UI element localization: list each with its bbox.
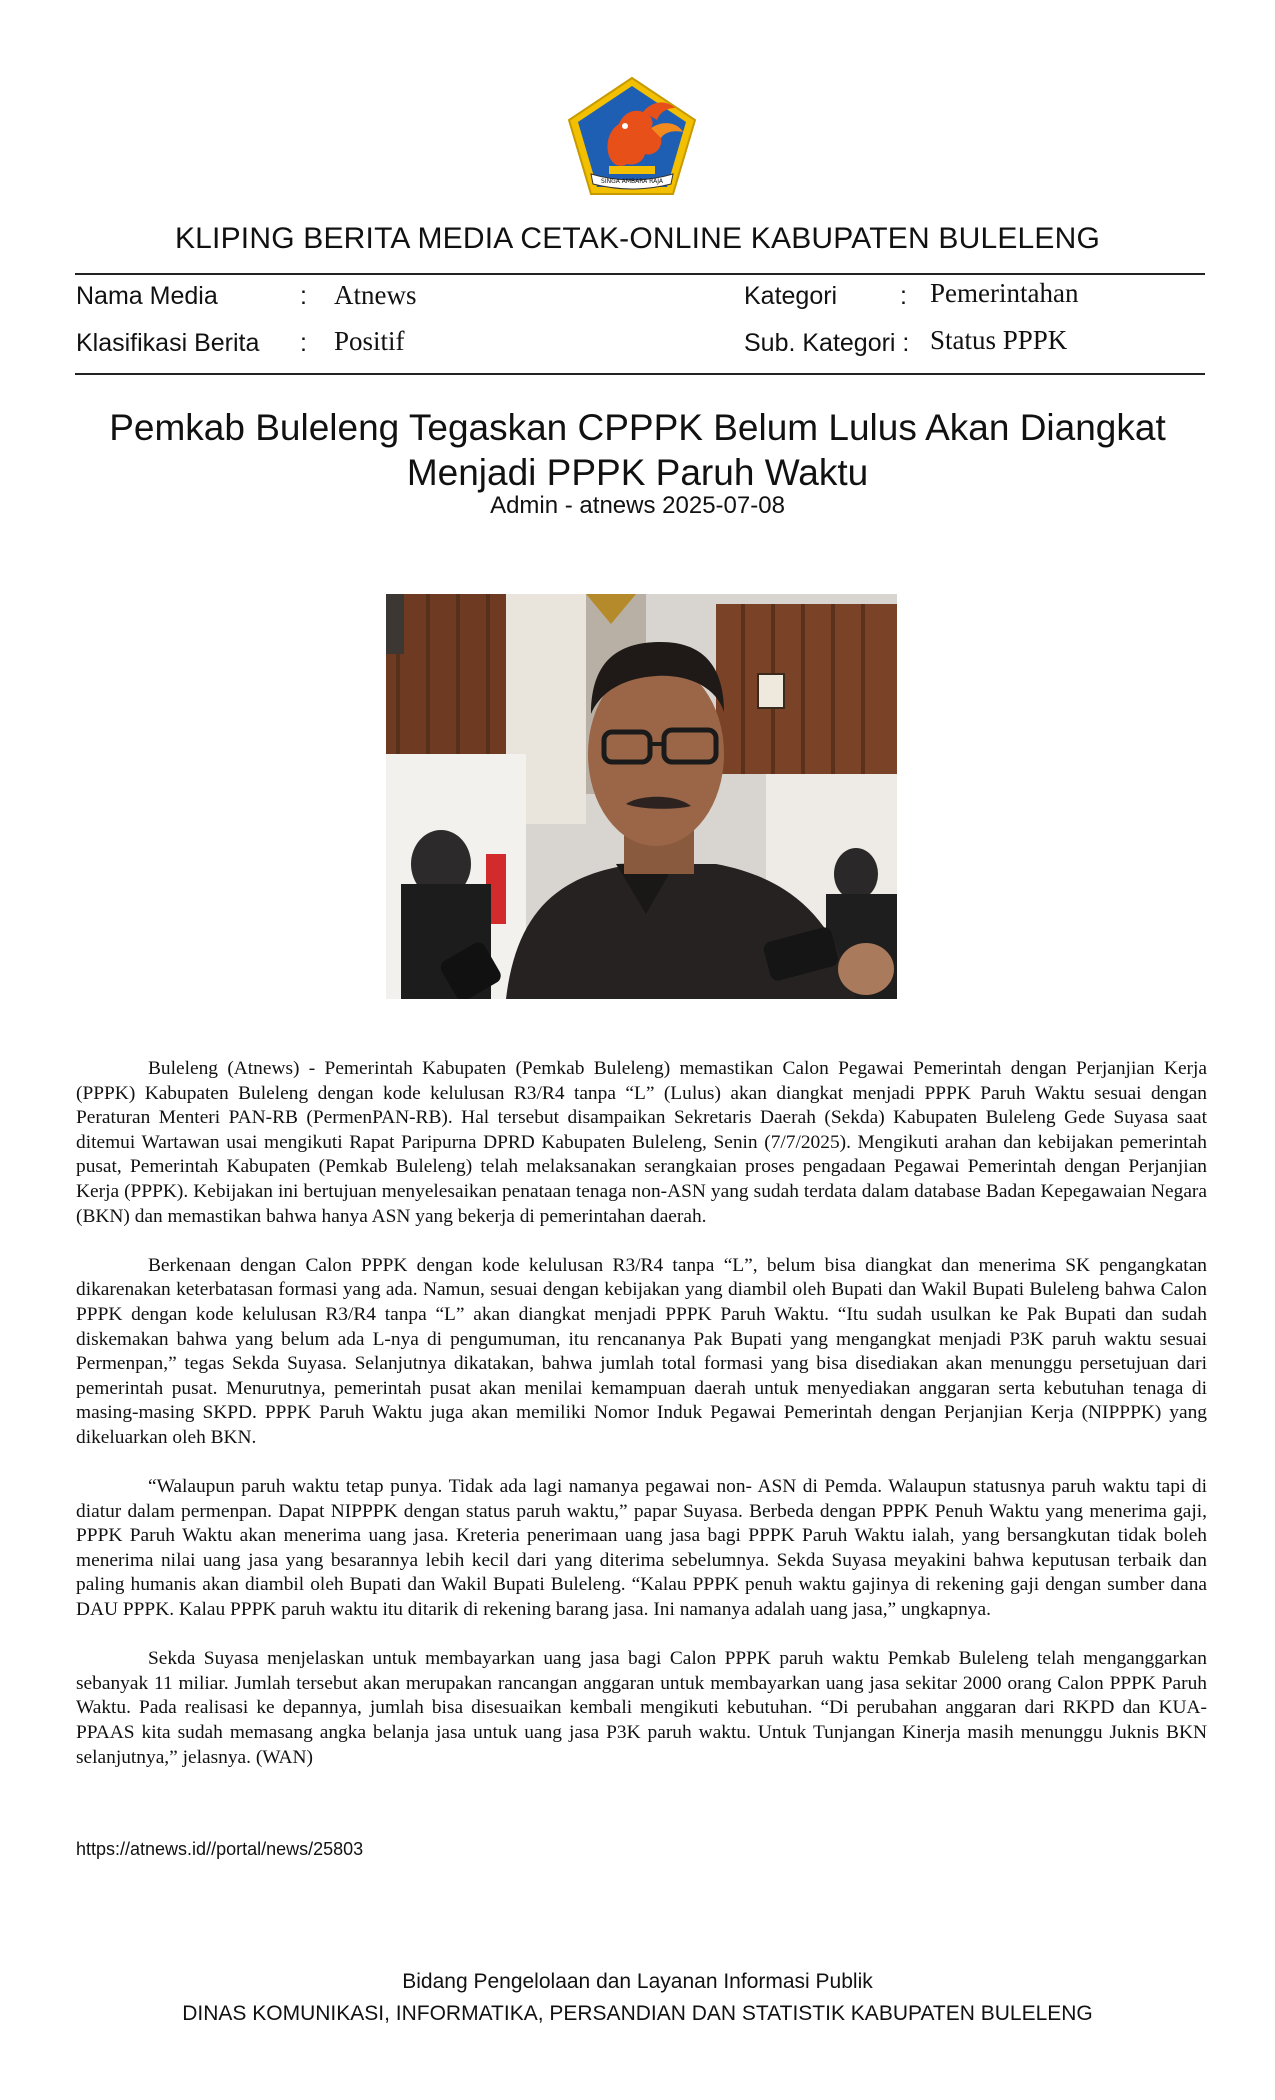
footer-division: Bidang Pengelolaan dan Layanan Informasi Publik [402, 1970, 873, 1993]
nama-media-colon: : [300, 282, 307, 310]
article-byline: Admin - atnews 2025-07-08 [490, 492, 785, 519]
kategori-colon: : [900, 282, 907, 310]
source-url: https://atnews.id//portal/news/25803 [76, 1839, 364, 1859]
masthead-title: KLIPING BERITA MEDIA CETAK-ONLINE KABUPATEN BULELENG [174, 222, 1101, 255]
article-headline: Pemkab Buleleng Tegaskan CPPPK Belum Lulus Akan Diangkat Menjadi PPPK Paruh Waktu [109, 407, 1166, 493]
buleleng-emblem-logo [565, 74, 699, 198]
article-photo [386, 594, 897, 999]
bottom-divider [75, 373, 1205, 375]
klasifikasi-colon: : [300, 329, 307, 357]
article-paragraph: Sekda Suyasa menjelaskan untuk membayarkan uang jasa bagi Calon PPPK paruh waktu Pemkab Buleleng telah menganggarkan sebanyak 11 miliar. Jumlah tersebut akan merupakan rancangan anggaran untuk membayarkan uang jasa sekitar 2000 orang Calon PPPK Paruh Waktu. Pada realisasi ke depannya, jumlah bisa disesuaikan kembali mengikuti kebutuhan. “Di perubahan anggaran dari RKPD dan KUA-PPAAS kita sudah memasang angka belanja jasa untuk uang jasa P3K paruh waktu. Untuk Tunjangan Kinerja masih menunggu Juknis BKN selanjutnya,” jelasnya. (WAN) [76, 1648, 1207, 1768]
article-paragraph: Buleleng (Atnews) - Pemerintah Kabupaten (Pemkab Buleleng) memastikan Calon Pegawai Pemerintah dengan Perjanjian Kerja (PPPK) Kabupaten Buleleng dengan kode kelulusan R3/R4 tanpa “L” (Lulus) akan diangkat menjadi PPPK Paruh Waktu sesuai dengan Peraturan Menteri PAN-RB (PermenPAN-RB). Hal tersebut disampaikan Sekretaris Daerah (Sekda) Kabupaten Buleleng Gede Suyasa saat ditemui Wartawan usai mengikuti Rapat Paripurna DPRD Kabupaten Buleleng, Senin (7/7/2025). Mengikuti arahan dan kebijakan pemerintah pusat, Pemerintah Kabupaten (Pemkab Buleleng) telah melaksanakan serangkaian proses pengadaan Pegawai Pemerintah dengan Perjanjian Kerja (PPPK). Kebijakan ini bertujuan menyelesaikan penataan tenaga non-ASN yang sudah terdata dalam database Badan Kepegawaian Negara (BKN) dan memastikan bahwa hanya ASN yang bekerja di pemerintahan daerah. [76, 1058, 1207, 1227]
emblem-motto: SINGA AMBARA RAJA [601, 178, 663, 185]
kategori-label: Kategori [744, 282, 838, 310]
kategori-value: Pemerintahan [930, 278, 1079, 308]
klasifikasi-label: Klasifikasi Berita [76, 329, 260, 357]
article-paragraph: Berkenaan dengan Calon PPPK dengan kode kelulusan R3/R4 tanpa “L”, belum bisa diangkat dan menerima SK pengangkatan dikarenakan keterbatasan formasi yang ada. Namun, sesuai dengan kebijakan yang diambil oleh Bupati dan Wakil Bupati Buleleng bahwa Calon PPPK dengan kode kelulusan R3/R4 tanpa “L” akan diangkat menjadi PPPK Paruh Waktu. “Itu sudah usulkan ke Pak Bupati dan sudah diskemakan bahwa yang belum ada L-nya di pengumuman, itu rencananya Pak Bupati yang mengangkat menjadi P3K paruh waktu sesuai Permenpan,” tegas Sekda Suyasa. Selanjutnya dikatakan, bahwa jumlah total formasi yang bisa disediakan akan menunggu persetujuan dari pemerintah pusat. Menurutnya, pemerintah pusat akan menilai kemampuan daerah untuk menyediakan anggaran serta kebutuhan tenaga di masing-masing SKPD. PPPK Paruh Waktu juga akan memiliki Nomor Induk Pegawai Pemerintah dengan Perjanjian Kerja (NIPPPK) yang dikeluarkan oleh BKN. [76, 1254, 1207, 1448]
sub-kategori-label: Sub. Kategori : [744, 329, 910, 357]
footer-agency: DINAS KOMUNIKASI, INFORMATIKA, PERSANDIAN DAN STATISTIK KABUPATEN BULELENG [182, 2002, 1093, 2025]
nama-media-value: Atnews [334, 280, 417, 310]
article-paragraph: “Walaupun paruh waktu tetap punya. Tidak ada lagi namanya pegawai non- ASN di Pemda. Walaupun statusnya paruh waktu tapi di diatur dalam permenpan. Dapat NIPPPK dengan status paruh waktu,” papar Suyasa. Berbeda dengan PPPK Penuh Waktu yang menerima gaji, PPPK Paruh Waktu akan menerima uang jasa. Kreteria penerimaan uang jasa bagi PPPK Paruh Waktu ialah, yang bersangkutan tidak boleh menerima nilai uang jasa yang besarannya lebih kecil dari yang diterima sebelumnya. Sekda Suyasa meyakini bahwa keputusan terbaik dan paling humanis akan diambil oleh Bupati dan Wakil Bupati Buleleng. “Kalau PPPK penuh waktu gajinya di rekening gaji dengan sumber dana DAU PPPK. Kalau PPPK paruh waktu itu ditarik di rekening barang jasa. Ini namanya adalah uang jasa,” ungkapnya. [76, 1476, 1207, 1621]
article-body [76, 1057, 1207, 1795]
top-divider [75, 273, 1205, 275]
nama-media-label: Nama Media [76, 282, 218, 310]
klasifikasi-value: Positif [334, 326, 405, 356]
sub-kategori-value: Status PPPK [930, 325, 1068, 355]
